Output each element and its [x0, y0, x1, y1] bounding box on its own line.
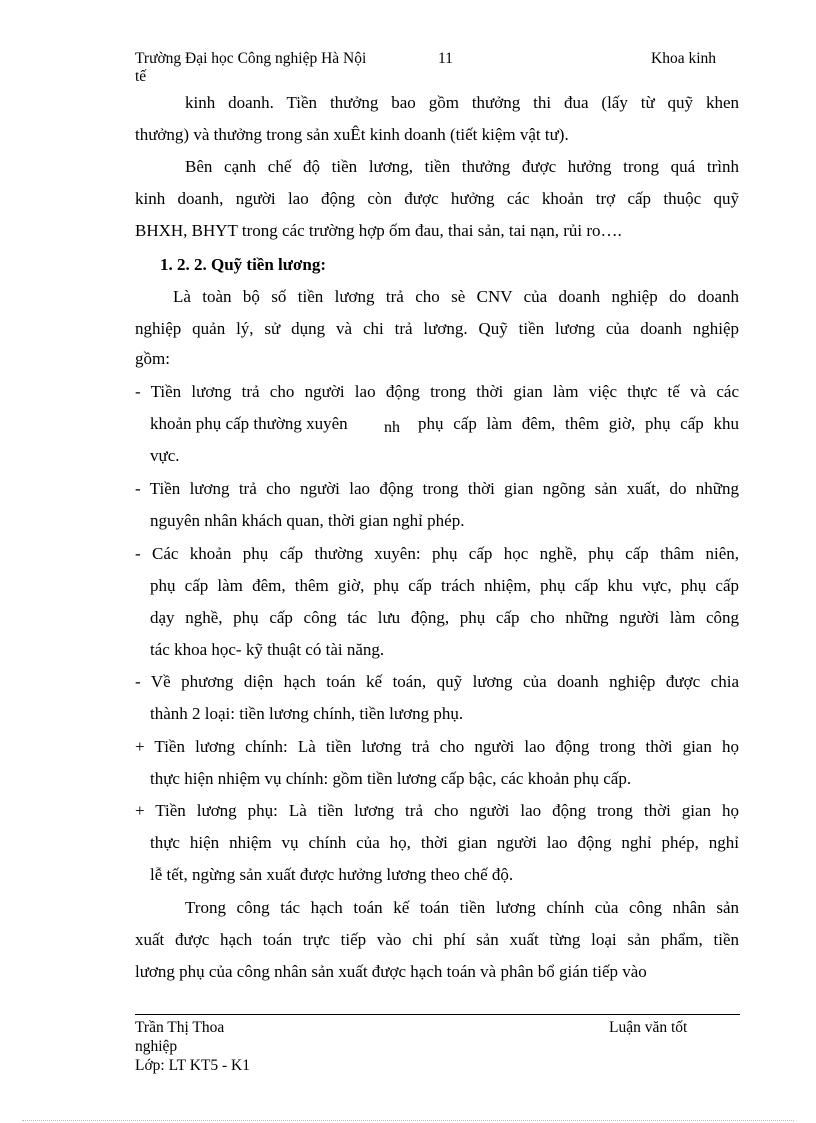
body-line: kinh doanh. Tiền thưởng bao gồm thưởng thi đua (lấy từ quỹ khen: [185, 93, 739, 112]
body-line: phụ cấp làm đêm, thêm giờ, phụ cấp khu: [418, 414, 739, 433]
footer-doc-type: Luận văn tốt: [609, 1019, 688, 1036]
body-line: phụ cấp làm đêm, thêm giờ, phụ cấp trách nhiệm, phụ cấp khu vực, phụ cấp: [150, 576, 739, 595]
body-line: dạy nghề, phụ cấp công tác lưu động, phụ cấp cho những người làm công: [150, 608, 739, 627]
body-line: - Tiền lương trả cho người lao động trong thời gian làm việc thực tế và các: [135, 382, 739, 401]
body-line: + Tiền lương chính: Là tiền lương trả cho người lao động trong thời gian họ: [135, 737, 739, 756]
body-line: Bên cạnh chế độ tiền lương, tiền thưởng được hưởng trong quá trình: [185, 157, 739, 176]
header-school: Trường Đại học Công nghiệp Hà Nội: [135, 50, 367, 67]
body-line: khoản phụ cấp thường xuyên: [150, 414, 348, 433]
body-line: BHXH, BHYT trong các trường hợp ốm đau, thai sản, tai nạn, rủi ro….: [135, 221, 622, 240]
page-number: 11: [438, 50, 453, 67]
body-line: + Tiền lương phụ: Là tiền lương trả cho người lao động trong thời gian họ: [135, 801, 739, 820]
footer-doc-type-wrap: nghiệp: [135, 1038, 178, 1055]
header-school-wrap: tế: [135, 68, 147, 85]
body-line: thành 2 loại: tiền lương chính, tiền lương phụ.: [150, 704, 464, 723]
footer-class: Lớp: LT KT5 - K1: [135, 1057, 250, 1074]
body-line-fragment: nh: [384, 419, 400, 436]
header-faculty: Khoa kinh: [651, 50, 717, 67]
body-line: lễ tết, ngừng sản xuất được hưởng lương theo chế độ.: [150, 865, 514, 884]
body-line: vực.: [150, 446, 180, 465]
body-line: Là toàn bộ số tiền lương trả cho sè CNV của doanh nghiệp do doanh: [173, 287, 739, 306]
body-line: tác khoa học- kỹ thuật có tài năng.: [150, 640, 385, 659]
footer-author: Trần Thị Thoa: [135, 1019, 225, 1036]
body-line: lương phụ của công nhân sản xuất được hạch toán và phân bổ gián tiếp vào: [135, 962, 647, 981]
body-line: thực hiện nhiệm vụ chính: gồm tiền lương cấp bậc, các khoản phụ cấp.: [150, 769, 632, 788]
body-line: - Các khoản phụ cấp thường xuyên: phụ cấp học nghề, phụ cấp thâm niên,: [135, 544, 739, 563]
body-line: Trong công tác hạch toán kế toán tiền lương chính của công nhân sản: [185, 898, 739, 917]
body-line: gồm:: [135, 349, 170, 368]
body-line: nghiệp quản lý, sử dụng và chi trả lương. Quỹ tiền lương của doanh nghiệp: [135, 319, 739, 338]
body-line: nguyên nhân khách quan, thời gian nghỉ phép.: [150, 511, 465, 530]
body-line: thực hiện nhiệm vụ chính của họ, thời gian người lao động nghỉ phép, nghỉ: [150, 833, 739, 852]
body-line: - Tiền lương trả cho người lao động trong thời gian ngõng sản xuất, do những: [135, 479, 739, 498]
section-heading: 1. 2. 2. Quỹ tiền lương:: [160, 255, 327, 274]
body-line: thưởng) và thưởng trong sản xuÊt kinh doanh (tiết kiệm vật tư).: [135, 125, 569, 144]
body-line: xuất được hạch toán trực tiếp vào chi phí sản xuất từng loại sản phẩm, tiền: [135, 930, 739, 949]
body-line: kinh doanh, người lao động còn được hưởng các khoản trợ cấp thuộc quỹ: [135, 189, 739, 208]
body-line: - Về phương diện hạch toán kế toán, quỹ lương của doanh nghiệp được chia: [135, 672, 739, 691]
footer-rule: [135, 1014, 740, 1015]
page-bottom-divider: [22, 1120, 794, 1121]
